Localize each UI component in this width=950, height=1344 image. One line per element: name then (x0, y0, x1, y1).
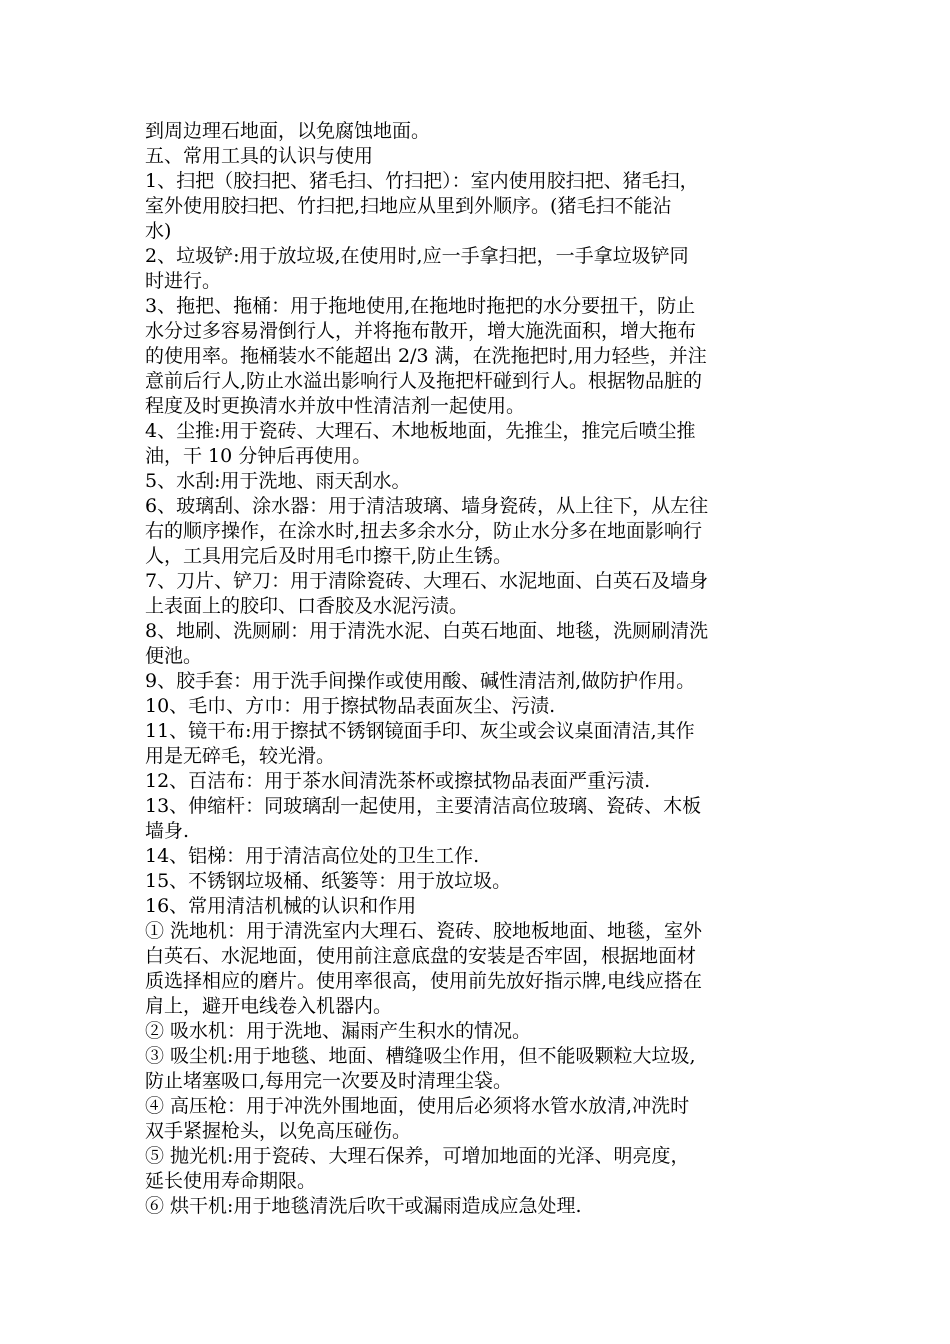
text-line: 2、垃圾铲:用于放垃圾,在使用时,应一手拿扫把，一手拿垃圾铲同 (145, 245, 689, 267)
text-line: 意前后行人,防止水溢出影响行人及拖把杆碰到行人。根据物品脏的 (145, 370, 703, 392)
text-line: 防止堵塞吸口,每用完一次要及时清理尘袋。 (145, 1070, 513, 1092)
text-line: 7、刀片、铲刀：用于清除瓷砖、大理石、水泥地面、白英石及墙身 (145, 570, 709, 592)
text-line: 室外使用胶扫把、竹扫把,扫地应从里到外顺序。(猪毛扫不能沾 (145, 195, 672, 217)
text-line: 白英石、水泥地面，使用前注意底盘的安装是否牢固，根据地面材 (145, 945, 697, 967)
text-line: 时进行。 (145, 270, 222, 292)
text-line: 延长使用寿命期限。 (145, 1170, 317, 1192)
text-line: 程度及时更换清水并放中性清洁剂一起使用。 (145, 395, 526, 417)
text-line: 12、百洁布：用于茶水间清洗茶杯或擦拭物品表面严重污渍. (145, 770, 651, 792)
section-heading: 五、常用工具的认识与使用 (145, 145, 374, 167)
text-line: 右的顺序操作，在涂水时,扭去多余水分，防止水分多在地面影响行 (145, 520, 703, 542)
text-line: 人，工具用完后及时用毛巾擦干,防止生锈。 (145, 545, 513, 567)
text-line: 肩上，避开电线卷入机器内。 (145, 995, 393, 1017)
text-line: 到周边理石地面，以免腐蚀地面。 (145, 120, 431, 142)
text-line: 便池。 (145, 645, 203, 667)
text-line: 4、尘推:用于瓷砖、大理石、木地板地面，先推尘，推完后喷尘推 (145, 420, 696, 442)
text-line: ③ 吸尘机:用于地毯、地面、槽缝吸尘作用，但不能吸颗粒大垃圾, (145, 1045, 696, 1067)
text-line: 6、玻璃刮、涂水器：用于清洁玻璃、墙身瓷砖，从上往下，从左往 (145, 495, 709, 517)
text-line: 上表面上的胶印、口香胶及水泥污渍。 (145, 595, 469, 617)
text-line: ② 吸水机：用于洗地、漏雨产生积水的情况。 (145, 1020, 532, 1042)
text-line: 水分过多容易滑倒行人，并将拖布散开，增大施洗面积，增大拖布 (145, 320, 697, 342)
text-line: ⑥ 烘干机:用于地毯清洗后吹干或漏雨造成应急处理. (145, 1195, 582, 1217)
text-line: 的使用率。拖桶装水不能超出 2/3 满，在洗拖把时,用力轻些，并注 (145, 345, 707, 367)
text-line: 11、镜干布:用于擦拭不锈钢镜面手印、灰尘或会议桌面清洁,其作 (145, 720, 695, 742)
text-line: 双手紧握枪头，以免高压碰伤。 (145, 1120, 412, 1142)
text-line: 质选择相应的磨片。使用率很高，使用前先放好指示牌,电线应搭在 (145, 970, 703, 992)
text-line: 3、拖把、拖桶：用于拖地使用,在拖地时拖把的水分要扭干，防止 (145, 295, 696, 317)
text-line: 墙身. (145, 820, 190, 842)
text-line: 13、伸缩杆：同玻璃刮一起使用，主要清洁高位玻璃、瓷砖、木板 (145, 795, 702, 817)
text-line: 1、扫把（胶扫把、猪毛扫、竹扫把）：室内使用胶扫把、猪毛扫， (145, 170, 699, 192)
text-line: ⑤ 抛光机:用于瓷砖、大理石保养，可增加地面的光泽、明亮度， (145, 1145, 690, 1167)
text-line: ① 洗地机：用于清洗室内大理石、瓷砖、胶地板地面、地毯，室外 (145, 920, 703, 942)
text-line: 用是无碎毛，较光滑。 (145, 745, 336, 767)
text-line: 9、胶手套：用于洗手间操作或使用酸、碱性清洁剂,做防护作用。 (145, 670, 696, 692)
text-line: ④ 高压枪：用于冲洗外围地面，使用后必须将水管水放清,冲洗时 (145, 1095, 690, 1117)
text-line: 水) (145, 220, 172, 242)
text-line: 15、不锈钢垃圾桶、纸篓等：用于放垃圾。 (145, 870, 512, 892)
text-line: 10、毛巾、方巾：用于擦拭物品表面灰尘、污渍. (145, 695, 556, 717)
text-line: 14、铝梯：用于清洁高位处的卫生工作. (145, 845, 480, 867)
document-page (145, 119, 817, 1219)
text-line: 5、水刮:用于洗地、雨天刮水。 (145, 470, 411, 492)
text-line: 16、常用清洁机械的认识和作用 (145, 895, 417, 917)
text-line: 油，干 10 分钟后再使用。 (145, 445, 372, 467)
text-line: 8、地刷、洗厕刷：用于清洗水泥、白英石地面、地毯，洗厕刷清洗 (145, 620, 709, 642)
